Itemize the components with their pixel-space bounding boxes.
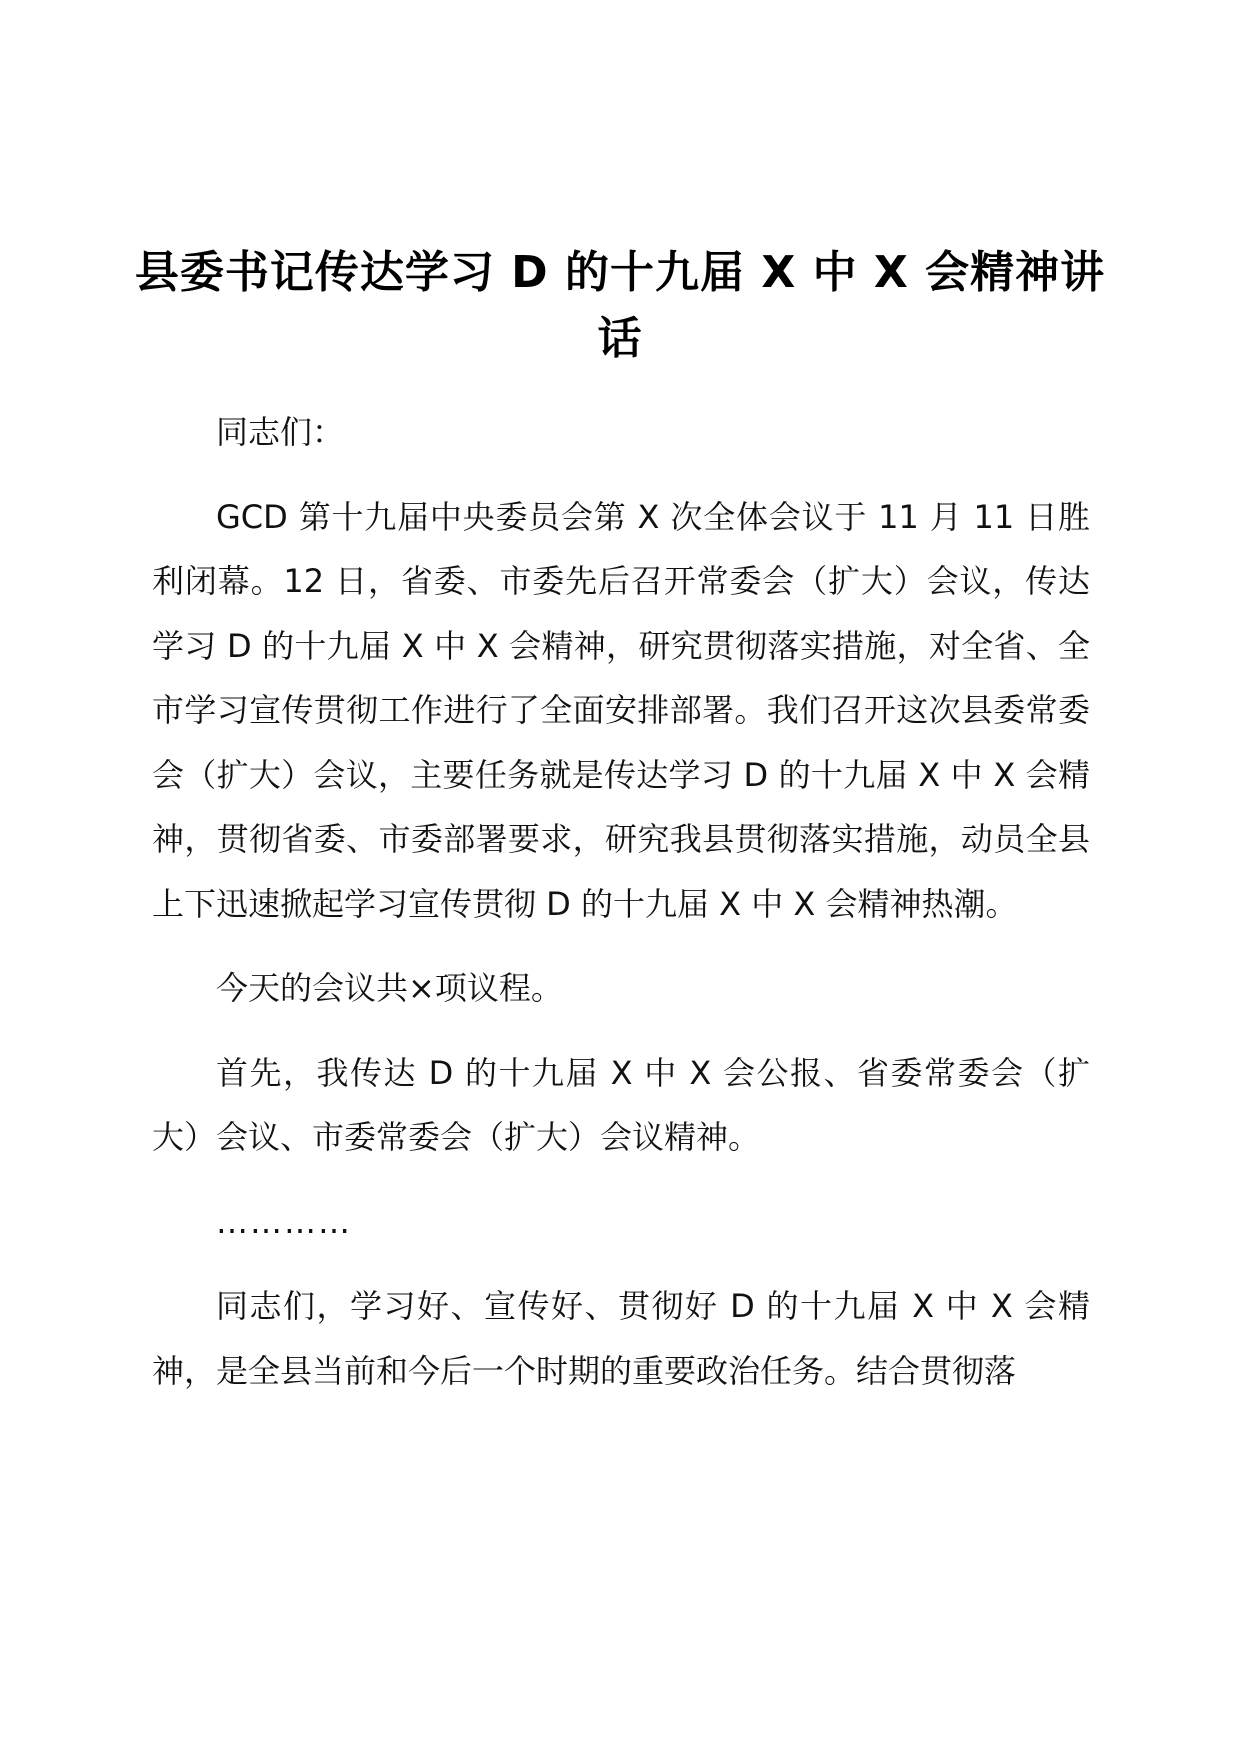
body-paragraph-3: 首先，我传达 D 的十九届 X 中 X 会公报、省委常委会（扩大）会议、市委常委会（扩大）会议精神。 [152, 1053, 1090, 1156]
document-body [152, 400, 1090, 1423]
omission-ellipsis: ………… [216, 1202, 352, 1241]
body-paragraph-4: 同志们，学习好、宣传好、贯彻好 D 的十九届 X 中 X 会精神，是全县当前和今后一个时期的重要政治任务。结合贯彻落 [152, 1287, 1090, 1390]
salutation-paragraph: 同志们： [216, 413, 345, 451]
document-title: 县委书记传达学习 D 的十九届 X 中 X 会精神讲话 [134, 247, 1106, 364]
body-paragraph-1: GCD 第十九届中央委员会第 X 次全体会议于 11 月 11 日胜利闭幕。12 日，省委、市委先后召开常委会（扩大）会议，传达学习 D 的十九届 X 中 X 会精神，研究贯彻落实措施，对全省、全市学习宣传贯彻工作进行了全面安排部署。我们召开这次县委常委会（扩大）会议，主要任务就是传达学习 D 的十九届 X 中 X 会精神，贯彻省委、市委部署要求，研究我县贯彻落实措施，动员全县上下迅速掀起学习宣传贯彻 D 的十九届 X 中 X 会精神热潮。 [152, 497, 1090, 923]
body-paragraph-2: 今天的会议共×项议程。 [216, 969, 563, 1007]
